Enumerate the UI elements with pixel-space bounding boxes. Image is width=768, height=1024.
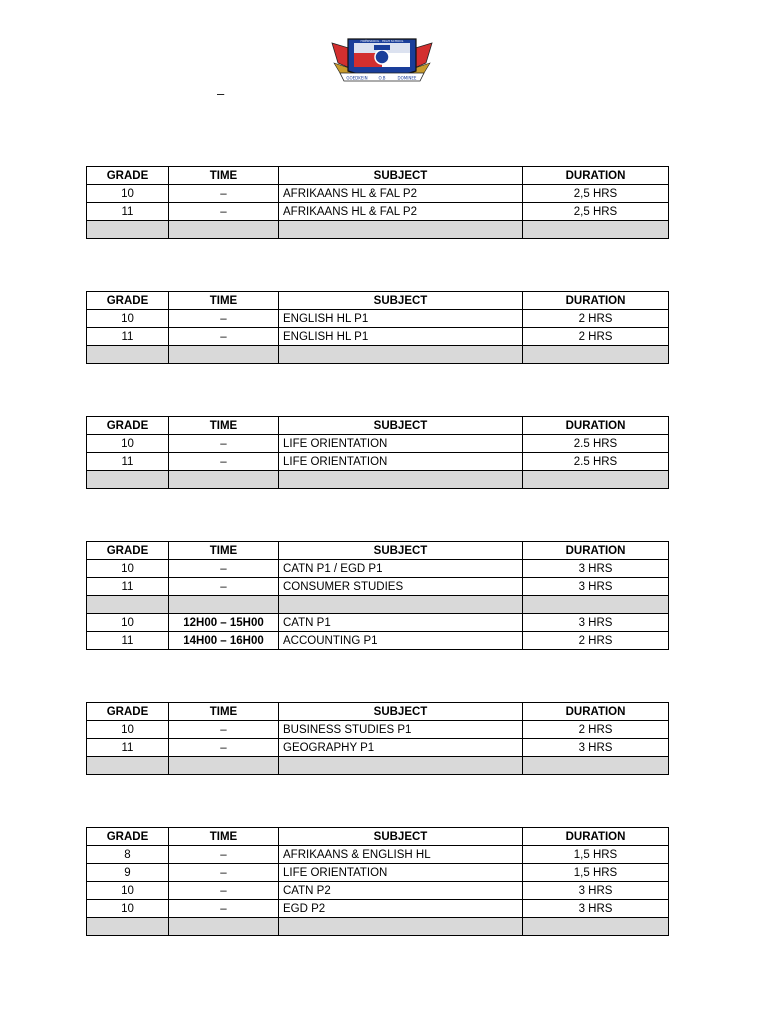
cell-grade: 8	[87, 846, 169, 864]
cell-grade: 11	[87, 328, 169, 346]
cell-time: –	[169, 203, 279, 221]
header-subject: SUBJECT	[279, 828, 523, 846]
header-grade: GRADE	[87, 542, 169, 560]
timetable-6	[86, 827, 669, 936]
table-row	[87, 614, 669, 632]
logo-top-text: HOËRSKOOL · HIGH SCHOOL	[360, 39, 404, 43]
separator-cell	[169, 918, 279, 936]
table-row	[87, 328, 669, 346]
logo-center-text: O.B	[378, 75, 386, 81]
cell-grade: 10	[87, 310, 169, 328]
table-row	[87, 846, 669, 864]
table-header-row	[87, 828, 669, 846]
cell-subject: AFRIKAANS HL & FAL P2	[279, 185, 523, 203]
table-row	[87, 882, 669, 900]
header-duration: DURATION	[523, 542, 669, 560]
cell-duration: 1,5 HRS	[523, 864, 669, 882]
cell-subject: GEOGRAPHY P1	[279, 739, 523, 757]
separator-cell	[523, 596, 669, 614]
header-grade: GRADE	[87, 703, 169, 721]
separator-cell	[169, 596, 279, 614]
separator-cell	[279, 346, 523, 364]
timetable-2	[86, 291, 669, 364]
separator-row	[87, 471, 669, 489]
cell-subject: BUSINESS STUDIES P1	[279, 721, 523, 739]
table-row	[87, 185, 669, 203]
cell-subject: ENGLISH HL P1	[279, 310, 523, 328]
cell-subject: AFRIKAANS HL & FAL P2	[279, 203, 523, 221]
cell-subject: EGD P2	[279, 900, 523, 918]
table-row	[87, 435, 669, 453]
header-time: TIME	[169, 703, 279, 721]
separator-cell	[523, 346, 669, 364]
logo-left-text: GOEDKEIN	[346, 75, 368, 81]
cell-subject: LIFE ORIENTATION	[279, 864, 523, 882]
separator-cell	[87, 346, 169, 364]
separator-cell	[279, 221, 523, 239]
header-subject: SUBJECT	[279, 292, 523, 310]
table-header-row	[87, 542, 669, 560]
cell-grade: 11	[87, 453, 169, 471]
cell-time: –	[169, 578, 279, 596]
header-grade: GRADE	[87, 292, 169, 310]
separator-cell	[279, 596, 523, 614]
separator-row	[87, 757, 669, 775]
table-row	[87, 900, 669, 918]
cell-grade: 10	[87, 882, 169, 900]
cell-subject: CATN P1	[279, 614, 523, 632]
cell-grade: 11	[87, 739, 169, 757]
table-row	[87, 203, 669, 221]
header-time: TIME	[169, 167, 279, 185]
cell-grade: 11	[87, 632, 169, 650]
cell-duration: 1,5 HRS	[523, 846, 669, 864]
table-row	[87, 864, 669, 882]
header-duration: DURATION	[523, 292, 669, 310]
header-grade: GRADE	[87, 167, 169, 185]
separator-cell	[523, 221, 669, 239]
table-header-row	[87, 292, 669, 310]
header-duration: DURATION	[523, 167, 669, 185]
cell-time: –	[169, 560, 279, 578]
cell-duration: 3 HRS	[523, 739, 669, 757]
cell-duration: 2 HRS	[523, 310, 669, 328]
header-grade: GRADE	[87, 828, 169, 846]
cell-duration: 2.5 HRS	[523, 453, 669, 471]
cell-time: –	[169, 185, 279, 203]
cell-duration: 2 HRS	[523, 721, 669, 739]
cell-time: –	[169, 328, 279, 346]
cell-duration: 3 HRS	[523, 882, 669, 900]
cell-time: –	[169, 882, 279, 900]
cell-duration: 2.5 HRS	[523, 435, 669, 453]
table-row	[87, 310, 669, 328]
header-duration: DURATION	[523, 417, 669, 435]
header-subject: SUBJECT	[279, 703, 523, 721]
cell-time: –	[169, 739, 279, 757]
cell-subject: AFRIKAANS & ENGLISH HL	[279, 846, 523, 864]
cell-grade: 10	[87, 560, 169, 578]
cell-subject: LIFE ORIENTATION	[279, 453, 523, 471]
cell-duration: 3 HRS	[523, 614, 669, 632]
table-row	[87, 453, 669, 471]
cell-time: –	[169, 900, 279, 918]
header-duration: DURATION	[523, 703, 669, 721]
header-time: TIME	[169, 828, 279, 846]
table-header-row	[87, 703, 669, 721]
separator-cell	[169, 757, 279, 775]
header-time: TIME	[169, 292, 279, 310]
cell-grade: 10	[87, 185, 169, 203]
header-grade: GRADE	[87, 417, 169, 435]
cell-subject: ENGLISH HL P1	[279, 328, 523, 346]
separator-cell	[169, 221, 279, 239]
cell-subject: CATN P1 / EGD P1	[279, 560, 523, 578]
cell-time: –	[169, 721, 279, 739]
separator-cell	[279, 918, 523, 936]
separator-cell	[87, 471, 169, 489]
separator-row	[87, 346, 669, 364]
table-row	[87, 578, 669, 596]
separator-row	[87, 918, 669, 936]
header-subject: SUBJECT	[279, 417, 523, 435]
table-row	[87, 721, 669, 739]
separator-cell	[523, 918, 669, 936]
separator-cell	[279, 757, 523, 775]
cell-grade: 10	[87, 721, 169, 739]
cell-grade: 10	[87, 614, 169, 632]
school-logo	[330, 33, 434, 85]
header-subject: SUBJECT	[279, 167, 523, 185]
separator-cell	[279, 471, 523, 489]
cell-grade: 10	[87, 435, 169, 453]
table-row	[87, 739, 669, 757]
table-row	[87, 632, 669, 650]
timetable-5	[86, 702, 669, 775]
cell-duration: 3 HRS	[523, 900, 669, 918]
cell-subject: CATN P2	[279, 882, 523, 900]
separator-row	[87, 221, 669, 239]
separator-cell	[87, 221, 169, 239]
cell-time: 12H00 – 15H00	[169, 614, 279, 632]
table-header-row	[87, 167, 669, 185]
header-subject: SUBJECT	[279, 542, 523, 560]
cell-time: –	[169, 310, 279, 328]
header-time: TIME	[169, 542, 279, 560]
cell-grade: 9	[87, 864, 169, 882]
separator-cell	[523, 471, 669, 489]
cell-time: –	[169, 864, 279, 882]
cell-duration: 2,5 HRS	[523, 203, 669, 221]
header-dash: –	[217, 86, 225, 101]
table-row	[87, 560, 669, 578]
cell-duration: 2 HRS	[523, 328, 669, 346]
table-header-row	[87, 417, 669, 435]
separator-cell	[523, 757, 669, 775]
timetable-4	[86, 541, 669, 650]
cell-duration: 2 HRS	[523, 632, 669, 650]
separator-cell	[169, 346, 279, 364]
cell-time: 14H00 – 16H00	[169, 632, 279, 650]
cell-duration: 2,5 HRS	[523, 185, 669, 203]
header-time: TIME	[169, 417, 279, 435]
cell-grade: 10	[87, 900, 169, 918]
header-duration: DURATION	[523, 828, 669, 846]
timetable-3	[86, 416, 669, 489]
cell-grade: 11	[87, 203, 169, 221]
cell-duration: 3 HRS	[523, 578, 669, 596]
cell-time: –	[169, 453, 279, 471]
separator-cell	[87, 757, 169, 775]
separator-cell	[87, 918, 169, 936]
timetable-1	[86, 166, 669, 239]
cell-grade: 11	[87, 578, 169, 596]
cell-subject: CONSUMER STUDIES	[279, 578, 523, 596]
cell-subject: LIFE ORIENTATION	[279, 435, 523, 453]
cell-time: –	[169, 435, 279, 453]
separator-cell	[169, 471, 279, 489]
cell-subject: ACCOUNTING P1	[279, 632, 523, 650]
logo-right-text: DOMINEE	[397, 75, 417, 81]
cell-time: –	[169, 846, 279, 864]
separator-row	[87, 596, 669, 614]
cell-duration: 3 HRS	[523, 560, 669, 578]
separator-cell	[87, 596, 169, 614]
